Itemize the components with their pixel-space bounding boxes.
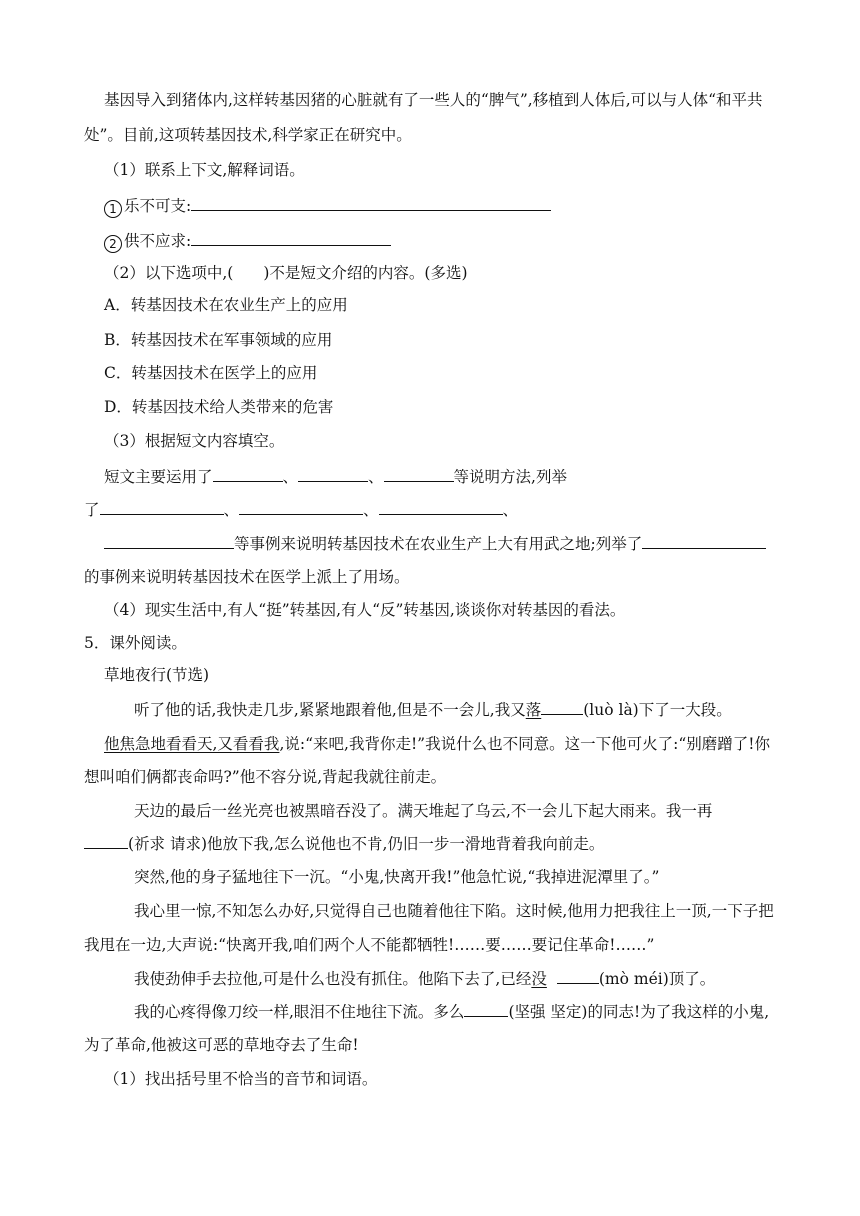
passage-p4: 突然,他的身子猛地往下一沉。“小鬼,快离开我!”他急忙说,“我掉进泥潭里了。” (134, 868, 660, 886)
q2-option-c: C．转基因技术在医学上的应用 (104, 364, 318, 382)
answer-blank[interactable] (239, 498, 363, 515)
separator: 、 (368, 468, 384, 486)
answer-blank[interactable] (384, 465, 454, 482)
passage-p7-mid: (坚强 坚定)的同志!为了我这样的小鬼, (508, 1003, 770, 1021)
q2-title-part-a: （2）以下选项中,( (104, 264, 234, 282)
q3-title: （3）根据短文内容填空。 (104, 432, 285, 450)
answer-blank[interactable] (642, 532, 766, 549)
passage-p3-line-2 (84, 832, 604, 855)
separator: 、 (502, 501, 519, 519)
q1-item-2-label: 供不应求: (124, 232, 192, 250)
answer-blank[interactable] (100, 498, 224, 515)
q1-item-1-label: 乐不可支: (124, 197, 192, 215)
answer-blank[interactable] (464, 1000, 508, 1017)
q1-title: （1）联系上下文,解释词语。 (104, 161, 305, 179)
q2-title-part-b: )不是短文介绍的内容。(多选) (263, 264, 468, 282)
circled-number-2: 2 (104, 235, 122, 253)
q3-line-3-text: 等事例来说明转基因技术在农业生产上大有用武之地;列举了 (234, 535, 643, 553)
passage-p7-line-2: 为了革命,他被这可恶的草地夺去了生命! (84, 1036, 359, 1054)
underlined-sentence: 他焦急地看看天,又看看我 (104, 735, 280, 753)
top-line-1: 基因导入到猪体内,这样转基因猪的心脏就有了一些人的“脾气”,移植到人体后,可以与人体“和平共 (104, 91, 763, 109)
passage-p7-line-1 (134, 1000, 769, 1023)
passage-p2-line-1 (104, 733, 770, 755)
underlined-word: 没 (531, 970, 547, 988)
passage-p5-line-1: 我心里一惊,不知怎么办好,只觉得自己也随着他往下陷。这时候,他用力把我往上一顶,一下子把 (134, 902, 774, 920)
separator: 、 (282, 468, 299, 486)
q3-line-4: 的事例来说明转基因技术在医学上派上了用场。 (84, 568, 410, 586)
q1-item-1 (104, 194, 551, 218)
circled-number-1: 1 (104, 200, 122, 218)
q2-option-d: D．转基因技术给人类带来的危害 (104, 398, 334, 416)
q3-line-3 (104, 532, 766, 555)
q3-line-1-text: 短文主要运用了 (104, 468, 213, 486)
q3-line-1 (104, 465, 567, 488)
passage-p6-text: 我使劲伸手去拉他,可是什么也没有抓住。他陷下去了,已经 (134, 970, 532, 988)
passage-p3-line-1: 天边的最后一丝光亮也被黑暗吞没了。满天堆起了乌云,不一会儿下起大雨来。我一再 (134, 802, 713, 820)
answer-blank[interactable] (379, 498, 503, 515)
passage-p2-text: ,说:“来吧,我背你走!”我说什么也不同意。这一下他可火了:“别磨蹭了!你 (279, 735, 770, 753)
passage-p1 (134, 698, 732, 721)
answer-blank[interactable] (191, 194, 551, 211)
q3-line-1-end: 等说明方法,列举 (453, 468, 567, 486)
passage-p7-text: 我的心疼得像刀绞一样,眼泪不住地往下流。多么 (134, 1003, 465, 1021)
separator: 、 (363, 501, 379, 519)
answer-blank[interactable] (213, 465, 283, 482)
passage-p3-text: (祈求 请求)他放下我,怎么说他也不肯,仍旧一步一滑地背着我向前走。 (128, 835, 605, 853)
q3-line-2-text: 了 (84, 501, 100, 519)
q1-item-2 (104, 229, 391, 253)
passage-p5-line-2: 我甩在一边,大声说:“快离开我,咱们两个人不能都牺牲!……要……要记住革命!……” (84, 936, 655, 954)
answer-blank[interactable] (84, 832, 128, 849)
answer-blank[interactable] (557, 967, 599, 984)
passage-p6-end: (mò méi)顶了。 (598, 970, 716, 988)
passage-q1: （1）找出括号里不恰当的音节和词语。 (104, 1070, 378, 1088)
q2-title (104, 262, 468, 284)
answer-blank[interactable] (191, 229, 391, 246)
passage-p2-line-2: 想叫咱们俩都丧命吗?”他不容分说,背起我就往前走。 (84, 768, 447, 786)
section-5-heading: 5．课外阅读。 (84, 634, 187, 652)
underlined-word: 落 (525, 701, 542, 719)
answer-blank[interactable] (298, 465, 368, 482)
passage-title: 草地夜行(节选) (104, 666, 210, 684)
q2-option-a: A．转基因技术在农业生产上的应用 (104, 296, 348, 314)
answer-blank[interactable] (104, 532, 234, 549)
q2-option-b: B．转基因技术在军事领域的应用 (104, 331, 333, 349)
q3-line-2 (84, 498, 518, 521)
separator: 、 (223, 501, 240, 519)
q4-title: （4）现实生活中,有人“挺”转基因,有人“反”转基因,谈谈你对转基因的看法。 (104, 601, 626, 619)
passage-p6 (134, 967, 715, 990)
passage-p1-end: (luò là)下了一大段。 (583, 701, 732, 719)
answer-blank[interactable] (541, 698, 583, 715)
passage-p1-text: 听了他的话,我快走几步,紧紧地跟着他,但是不一会儿,我又 (134, 701, 526, 719)
top-line-2: 处”。目前,这项转基因技术,科学家正在研究中。 (84, 126, 412, 144)
